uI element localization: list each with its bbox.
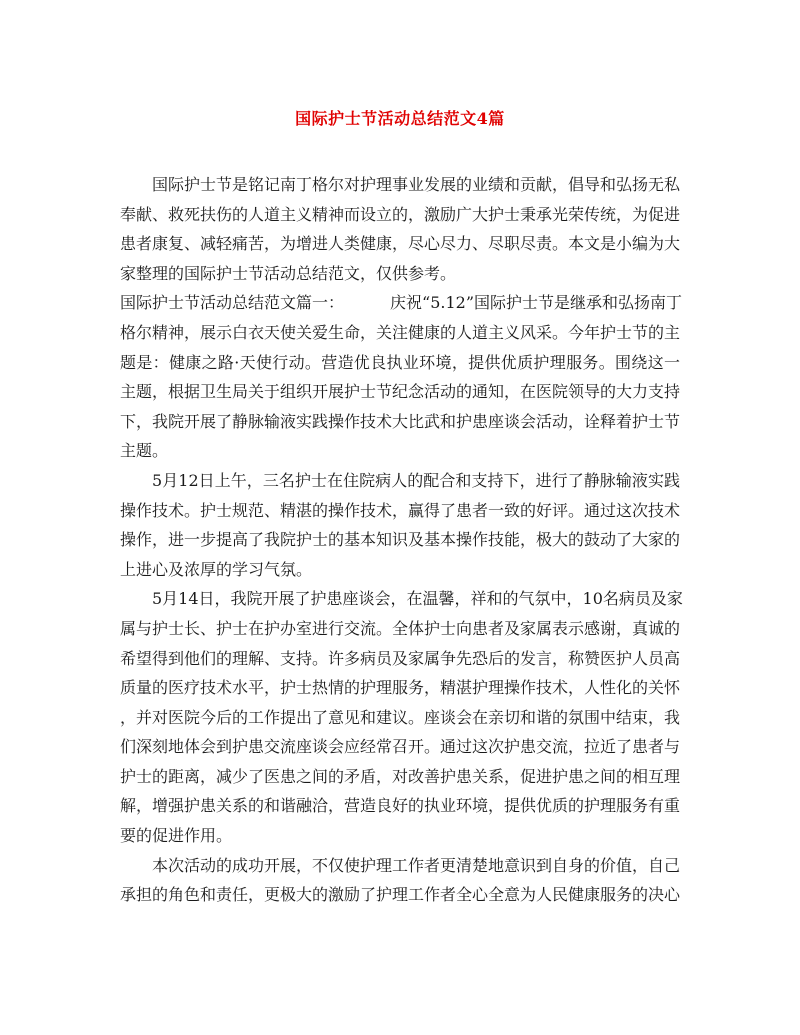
text-line: 题是：健康之路·天使行动。营造优良执业环境，提供优质护理服务。围绕这一 <box>120 352 680 372</box>
text-line: 承担的角色和责任，更极大的激励了护理工作者全心全意为人民健康服务的决心 <box>120 885 681 905</box>
text-line: 解，增强护患关系的和谐融洽，营造良好的执业环境，提供优质的护理服务有重 <box>120 796 681 816</box>
text-line: 主题，根据卫生局关于组织开展护士节纪念活动的通知，在医院领导的大力支持 <box>120 382 681 402</box>
text-line: 操作技术。护士规范、精湛的操作技术，赢得了患者一致的好评。通过这次技术 <box>120 500 681 520</box>
text-line: 主题。 <box>120 441 169 461</box>
text-line: 国际护士节是铭记南丁格尔对护理事业发展的业绩和贡献，倡导和弘扬无私 <box>152 175 681 194</box>
text-line: 本次活动的成功开展，不仅使护理工作者更清楚地意识到自身的价值，自己 <box>152 855 681 875</box>
paragraph-conclusion <box>120 851 680 910</box>
paragraph-may-12 <box>120 466 680 584</box>
text-line: 属与护士长、护士在护办室进行交流。全体护士向患者及家属表示感谢，真诚的 <box>120 618 681 638</box>
text-line: 奉献、救死扶伤的人道主义精神而设立的，激励广大护士秉承光荣传统，为促进 <box>120 204 681 224</box>
text-line: 5月12日上午，三名护士在住院病人的配合和支持下，进行了静脉输液实践 <box>152 470 680 490</box>
text-line: 家整理的国际护士节活动总结范文，仅供参考。 <box>120 263 457 283</box>
document-body <box>120 170 683 910</box>
text-line: 操作，进一步提高了我院护士的基本知识及基本操作技能，极大的鼓动了大家的 <box>120 530 681 550</box>
text-line-lead <box>120 288 683 318</box>
paragraph-may-14 <box>120 584 683 850</box>
text-line: 庆祝“5.12”国际护士节是继承和弘扬南丁 <box>390 293 683 313</box>
text-line: 上进心及浓厚的学习气氛。 <box>120 559 313 579</box>
article-heading: 国际护士节活动总结范文篇一： <box>120 293 345 313</box>
paragraph-intro <box>120 170 680 288</box>
text-line: 要的促进作用。 <box>120 826 233 846</box>
text-line: 下，我院开展了静脉输液实践操作技术大比武和护患座谈会活动，诠释着护士节 <box>120 411 681 431</box>
paragraph-article-one <box>120 288 683 466</box>
text-line: ，并对医院今后的工作提出了意见和建议。座谈会在亲切和谐的氛围中结束，我 <box>120 707 681 727</box>
text-line: 质量的医疗技术水平，护士热情的护理服务，精湛护理操作技术，人性化的关怀 <box>120 678 681 698</box>
text-line: 患者康复、减轻痛苦，为增进人类健康，尽心尽力、尽职尽责。本文是小编为大 <box>120 234 681 254</box>
text-line: 护士的距离，减少了医患之间的矛盾，对改善护患关系，促进护患之间的相互理 <box>120 766 681 786</box>
document-title: 国际护士节活动总结范文4篇 <box>295 109 505 128</box>
text-line: 们深刻地体会到护患交流座谈会应经常召开。通过这次护患交流，拉近了患者与 <box>120 737 681 757</box>
text-line: 格尔精神，展示白衣天使关爱生命，关注健康的人道主义风采。今年护士节的主 <box>120 322 681 342</box>
text-line: 希望得到他们的理解、支持。许多病员及家属争先恐后的发言，称赞医护人员高 <box>120 648 681 668</box>
text-line: 5月14日，我院开展了护患座谈会，在温馨，祥和的气氛中，10名病员及家 <box>152 589 683 609</box>
